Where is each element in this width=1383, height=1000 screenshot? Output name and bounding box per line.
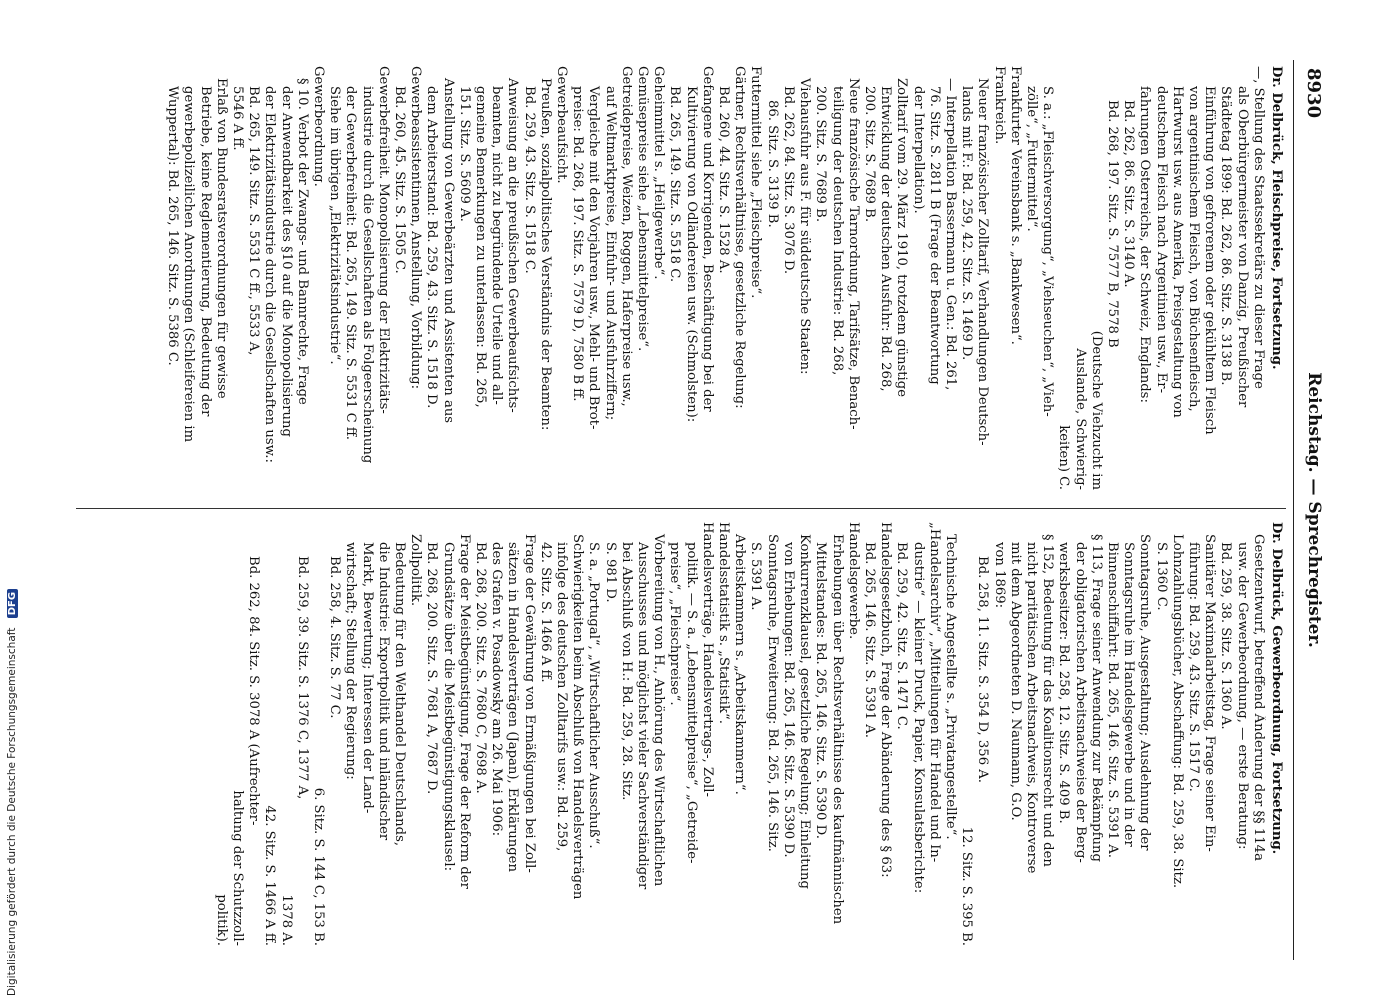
register-entry-line: S. a. „Portugal“, „Wirtschaftlicher Ausschuß“. (586, 542, 602, 849)
register-entry-line: Bd. 259, 38. Sitz. S. 1360 A. (1218, 542, 1234, 730)
register-entry-line: der obligatorischen Arbeitsnachweise der Berg- (1072, 542, 1088, 863)
register-entry-line: Handelsverträge, Handelsvertrags-, Zoll- (699, 522, 715, 797)
register-entry-line: 200. Sitz. S. 7689 B. (813, 86, 829, 223)
right-column (213, 522, 1284, 952)
register-entry-line: dem Arbeiterstand: Bd. 259, 43. Sitz. S. 1518 D. (424, 86, 440, 409)
register-entry-line: wirtschaft; Stellung der Regierung: (343, 542, 359, 780)
register-entry-line: der Gewerbefreiheit: Bd. 265, 149. Sitz. S. 5531 C ff. (343, 86, 359, 440)
register-entry-line: fahrungen Österreichs, der Schweiz, Englands: (1137, 86, 1153, 403)
register-entry-line: 76. Sitz. S. 2811 B (Frage der Beantwortung (926, 86, 942, 385)
right-speaker-topic: Gewerbeordnung, Fortsetzung. (1269, 625, 1284, 855)
register-entry-line: Bd. 265, 149. Sitz. S. 5531 C ff., 5533 A, (246, 86, 262, 356)
register-entry-line: Erhebungen über Rechtsverhältnisse des kaufmännischen (829, 534, 845, 925)
register-entry-line: Gemüsepreise siehe „Lebensmittelpreise“. (635, 66, 651, 352)
register-entry-line: Grundsätze über die Meistbegünstigungsklausel: (440, 542, 456, 872)
register-entry-line: bei Abschluß von H.: Bd. 259, 28. Sitz. (618, 542, 634, 801)
register-entry-line: Arbeitskammern s. „Arbeitskammern“. (732, 534, 748, 795)
register-entry-line: Gewerbeassistentinnen, Anstellung, Vorbildung: (408, 66, 424, 390)
register-entry-line: Anweisung an die preußischen Gewerbeaufsichts- (505, 78, 521, 413)
register-entry-line: Bd. 260, 45. Sitz. S. 1505 C. (392, 86, 408, 274)
register-entry-line: preise: Bd. 268, 197. Sitz. S. 7579 D, 7580 B ff. (570, 86, 586, 402)
left-speaker-topic: Fleischpreise, Fortsetzung. (1269, 169, 1284, 370)
register-entry-line: industrie durch die Gesellschaften als Folgeerscheinung (359, 86, 375, 464)
register-entry-line: 42. Sitz. S. 1466 A ff. (537, 542, 553, 683)
left-column (164, 66, 1284, 496)
register-entry-line: 5546 A ff. (230, 86, 245, 151)
register-page (70, 60, 1330, 960)
register-entry-line: Frage der Gewährung von Ermäßigungen bei Zoll- (521, 534, 537, 873)
register-entry-line: politik. — S. a. „Lebensmittelpreise“, „Getreide- (683, 542, 699, 864)
right-speaker-name: Dr. Delbrück, (1269, 522, 1284, 621)
register-entry-line: Frankfurter Vereinsbank s. „Bankwesen“. (1007, 66, 1023, 345)
register-entry-line: Vorbereitung von H., Anhörung des Wirtschaftlichen (651, 534, 667, 887)
register-entry-line: —, Stellung des Staatssekretärs zu dieser Frage (1250, 66, 1266, 389)
register-entry-line: Getreidepreise, Weizen, Roggen, Haferpreise usw., (618, 66, 634, 407)
register-entry-line: deutschem Fleisch nach Argentinien usw., Er- (1153, 86, 1169, 394)
register-entry-line: Viehausfuhr aus F. für süddeutsche Staaten: (797, 78, 813, 375)
register-entry-line: preise“, „Fleischpreise“. (667, 542, 683, 706)
register-entry-line: Preußen, sozialpolitisches Verständnis der Beamten: (537, 78, 553, 431)
register-entry-line: Erlaß von Bundesratsverordnungen für gewisse (213, 78, 229, 399)
register-entry-line: S. a.: „Fleischversorgung“, „Viehseuchen“, „Vieh- (1040, 86, 1056, 417)
register-entry-line: der Elektrizitätsindustrie durch die Gesellschaften usw.: (262, 86, 278, 463)
register-entry-line: Zollpolitik. (408, 534, 424, 607)
register-entry-line: 200. Sitz. S. 7689 B. (861, 86, 877, 223)
register-entry-line: beamten, nicht zu begründende Urteile und all- (489, 86, 505, 405)
register-entry-line: S. 1360 C. (1153, 542, 1169, 611)
register-entry-line: haltung der Schutzzoll- (230, 790, 245, 946)
register-entry-line: die Industrie: Exportpolitik und inländischer (375, 542, 391, 841)
register-entry-line: Handelsgesetzbuch, Frage der Abänderung des § 63: (878, 522, 894, 878)
register-entry-line: zölle“, „Futtermittel“. (1023, 86, 1039, 232)
register-entry-line: — Interpellation Bassermann u. Gen.: Bd. 261, (942, 78, 958, 391)
register-entry-line: Bd. 265, 146. Sitz. S. 5391 A. (861, 542, 877, 738)
register-entry-line: Gewerbeordnung. (311, 66, 327, 187)
left-column-heading (1268, 66, 1284, 496)
register-entry-line: Bd. 259, 43. Sitz. S. 1518 C. (521, 86, 537, 274)
register-entry-line: von 1869: (991, 542, 1007, 609)
register-entry-line: Gefangene und Korrigenden, Beschäftigung bei der (699, 66, 715, 412)
register-entry-line: Handelsgewerbe. (845, 522, 861, 640)
register-entry-line: Bd. 258, 11. Sitz. S. 354 D, 356 A. (975, 556, 991, 783)
register-entry-line: Konkurrenzklausel, gesetzliche Regelung; Einleitung (797, 534, 813, 889)
register-entry-line: 151. Sitz. S. 5609 A. (456, 86, 472, 222)
register-entry-line: keiten) C. (1056, 425, 1072, 490)
register-entry-line: Neuer französischer Zolltarif, Verhandlungen Deutsch- (975, 78, 991, 446)
register-entry-line: Zolltarif vom 29. März 1910, trotzdem günstige (894, 78, 910, 397)
register-entry-line: Gewerbeaufsicht. (554, 66, 570, 184)
register-entry-line: Auslande, Schwierig- (1072, 348, 1088, 490)
digitization-credit (6, 36, 22, 996)
register-entry-line: Bd. 258, 4. Sitz. S. 77 C. (327, 556, 343, 719)
register-entry-line: Siehe im übrigen „Elektrizitätsindustrie“. (327, 86, 343, 365)
register-entry-line: Städtetag 1899: Bd. 262, 86. Sitz. S. 3138 B. (1218, 86, 1234, 386)
register-entry-line: Binnenschiffahrt: Bd. 265, 146. Sitz. S. 5391 A. (1104, 542, 1120, 858)
register-entry-line: 6. Sitz. S. 144 C, 153 B. (311, 787, 327, 946)
register-entry-line: Lohnzahlungsbücher, Abschaffung: Bd. 259, 38. Sitz. (1169, 534, 1185, 889)
register-entry-line: Bd. 262, 86. Sitz. S. 3140 A. (1121, 100, 1137, 288)
page-number: 8930 (1303, 68, 1324, 119)
header-rule (1293, 60, 1294, 960)
register-entry-line: § 152, Bedeutung für das Koalitionsrecht und den (1040, 534, 1056, 867)
running-header: Reichstag. — Sprechregister. (1304, 372, 1324, 648)
register-entry-line: Entwicklung der deutschen Ausfuhr: Bd. 268, (878, 86, 894, 392)
register-entry-line: Bd. 268, 197. Sitz. S. 7577 B, 7578 B (1104, 100, 1120, 348)
register-entry-line: Kultivierung von Ödländereien usw. (Schmolsten): (683, 86, 699, 423)
register-entry-line: Markt, Bewertung; Interessen der Land- (359, 542, 375, 814)
register-entry-line: Gesetzentwurf, betreffend Änderung der §§ 114a (1250, 534, 1266, 861)
register-entry-line: Mittelstandes: Bd. 265, 146. Sitz. S. 5390 D. (813, 542, 829, 839)
register-entry-line: Sanitärer Maximalarbeitstag, Frage seiner Ein- (1202, 534, 1218, 852)
register-entry-line: Bd. 259, 39. Sitz. S. 1376 C, 1377 A, (294, 556, 310, 800)
register-entry-line: politik). (213, 894, 229, 946)
register-entry-line: Schwierigkeiten beim Abschluß von Handelsverträgen (570, 534, 586, 900)
register-entry-line: infolge des deutschen Zolltarifs usw.: Bd. 259, (554, 542, 570, 852)
page-header (1296, 60, 1330, 960)
register-entry-line: führung: Bd. 259, 43. Sitz. S. 1517 C. (1185, 542, 1201, 792)
register-entry-line: 1378 A. (278, 894, 294, 946)
register-entry-line: S. 981 D. (602, 542, 618, 603)
register-entry-line: Einführung von gefrorenem oder gekühltem Fleisch (1202, 86, 1218, 435)
register-entry-line: werksbesitzer: Bd. 258, 12. Sitz. S. 409 B. (1056, 542, 1072, 824)
register-entry-line: 42. Sitz. S. 1466 A ff. (262, 805, 278, 946)
register-entry-line: auf Weltmarktpreise, Einfuhr- und Ausfuhrziffern; (602, 86, 618, 421)
register-entry-line: Anstellung von Gewerbeärzten und Assistenten aus (440, 78, 456, 424)
register-entry-line: nicht paritätischen Arbeitsnachweis, Kontroverse (1023, 542, 1039, 874)
register-entry-line: Gärtner, Rechtsverhältnisse, gesetzliche Regelung: (732, 66, 748, 409)
register-entry-line: „Handelsarchiv“, „Mitteilungen für Handel und In- (926, 522, 942, 863)
register-entry-line: dustrie“ — kleiner Druck, Papier, Konsulatsberichte: (910, 542, 926, 894)
dfg-logo: DFG (7, 589, 18, 618)
register-entry-line: Bd. 268, 200. Sitz. S. 7681 A, 7687 D. (424, 542, 440, 795)
register-entry-line: Bd. 265, 149. Sitz. S. 5518 C. (667, 86, 683, 283)
register-entry-line: Neue französische Tarnordnung, Tarifsätze, Benach- (845, 78, 861, 430)
register-entry-line: Sonntagsruhe, Erweiterung: Bd. 265, 146. Sitz. (764, 534, 780, 852)
register-entry-line: der Interpellation). (910, 86, 926, 214)
register-entry-line: von argentinischem Fleisch, von Büchsenfleisch, (1185, 86, 1201, 412)
register-entry-line: als Oberbürgermeister von Danzig, Preußischer (1234, 86, 1250, 408)
right-column-heading (1268, 522, 1284, 952)
register-entry-line: § 10. Verbot der Zwangs- und Bannrechte, Frage (294, 78, 310, 405)
register-entry-line: Hartwurst usw. aus Amerika, Preisgestaltung von (1169, 86, 1185, 418)
register-entry-line: der Anwendbarkeit des §10 auf die Monopolisierung (278, 86, 294, 437)
register-entry-line: Ausschusses und möglichst vieler Sachverständiger (635, 542, 651, 890)
register-entry-line: Technische Angestellte s. „Privatangestellte“. (942, 534, 958, 840)
register-entry-line: Handelsstatistik s. „Statistik“. (716, 522, 732, 724)
register-entry-line: Wuppertal): Bd. 265, 146. Sitz. S. 5386 C. (165, 86, 181, 366)
register-entry-line: Bd. 268, 200. Sitz. S. 7680 C, 7698 A. (473, 542, 489, 794)
register-entry-line: Bd. 259, 42. Sitz. S. 1471 C. (894, 542, 910, 730)
left-speaker-name: Dr. Delbrück, (1269, 66, 1284, 165)
register-entry-line: (Deutsche Viehzucht im (1088, 330, 1104, 490)
register-entry-line: Frage der Meistbegünstigung, Frage der Reform der (456, 534, 472, 889)
register-entry-line: gemeine Bemerkungen zu unterlassen: Bd. 265, (473, 86, 489, 408)
register-entry-line: 86. Sitz. S. 3139 B. (764, 100, 780, 228)
register-entry-line: Frankreich. (991, 66, 1007, 145)
register-entry-line: usw. der Gewerbeordnung, — erste Beratung: (1234, 542, 1250, 850)
register-entry-line: mit dem Abgeordneten D. Naumann, G.O. (1007, 542, 1023, 821)
register-entry-line: gewerbepolizeilichen Anordnungen (Schleifereien im (181, 86, 197, 443)
register-entry-line: S. 5391 A. (748, 542, 764, 611)
register-entry-line: Sonntagsruhe, Ausgestaltung; Ausdehnung der (1137, 534, 1153, 851)
register-entry-line: Bedeutung für den Welthandel Deutschlands, (392, 542, 408, 847)
register-entry-line: des Grafen v. Posadowsky am 26. Mai 1906: (489, 542, 505, 837)
register-entry-line: Futtermittel siehe „Fleischpreise“. (748, 66, 764, 299)
register-entry-line: von Erhebungen: Bd. 265, 146. Sitz. S. 5390 D. (780, 542, 796, 858)
register-entry-line: sätzen in Handelsverträgen (Japan), Erklärungen (505, 542, 521, 872)
register-entry-line: Sonntagsruhe im Handelsgewerbe und in der (1121, 542, 1137, 847)
register-entry-line: Gewerbefreiheit. Monopolisierung der Elektrizitäts- (375, 66, 391, 414)
register-entry-line: § 113, Frage seiner Anwendung zur Bekämpfung (1088, 534, 1104, 862)
register-entry-line: Bd. 262, 84. Sitz. S. 3076 D. (780, 86, 796, 275)
column-divider (76, 508, 1286, 509)
register-entry-line: lands mit F.: Bd. 259, 42. Sitz. S. 1469 D. (959, 86, 975, 361)
credit-text: Digitalisierung gefördert durch die Deutsche Forschungsgemeinschaft (6, 627, 18, 996)
register-entry-line: Geheimmittel s. „Heilgewerbe“. (651, 66, 667, 280)
register-entry-line: teiligung der deutschen Industrie: Bd. 268, (829, 86, 845, 376)
register-entry-line: Betriebe, keine Reglementierung, Bedeutung der (197, 86, 213, 417)
register-entry-line: Bd. 260, 44. Sitz. S. 1528 A. (716, 86, 732, 274)
register-entry-line: Vergleiche mit den Vorjahren usw., Mehl- und Brot- (586, 86, 602, 430)
register-entry-line: 12. Sitz. S. 395 B. (959, 826, 975, 946)
register-entry-line: Bd. 262, 84. Sitz. S. 3078 A (Aufrechter- (246, 556, 262, 826)
